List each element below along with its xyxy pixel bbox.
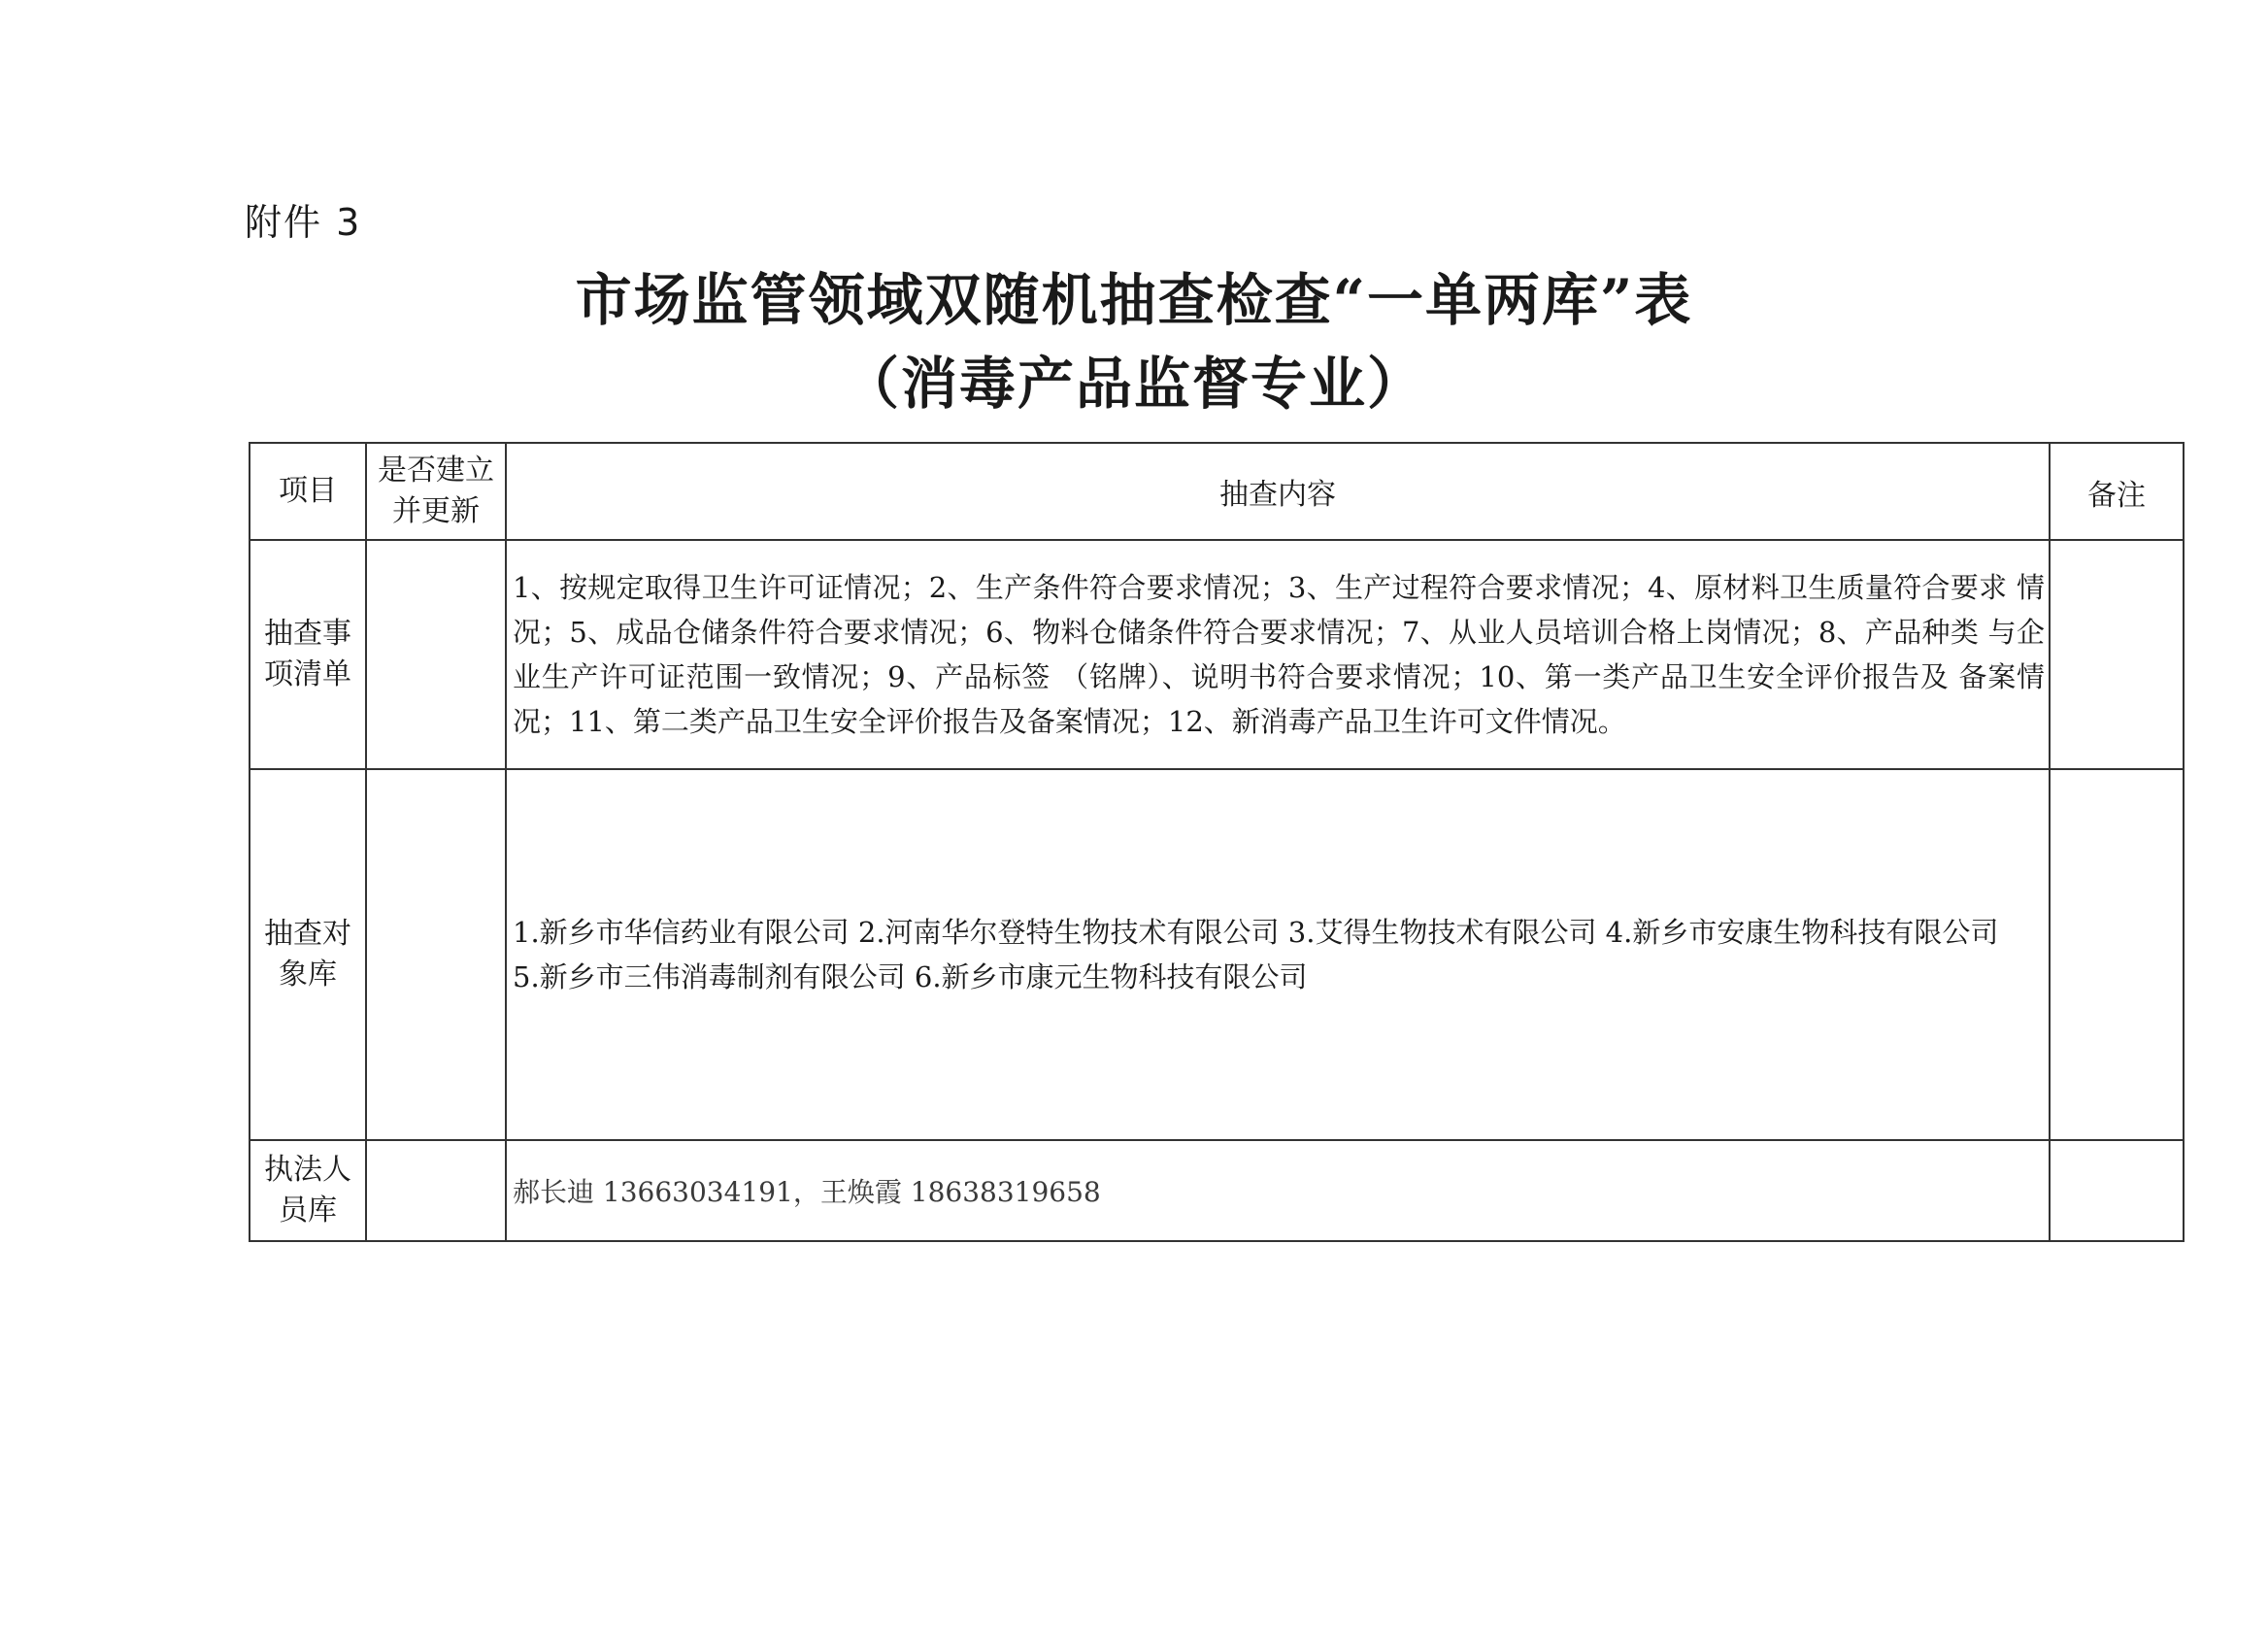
inspection-table [249, 442, 2185, 1242]
checklist-content-text: 1、按规定取得卫生许可证情况；2、生产条件符合要求情况；3、生产过程符合要求情况；4、原材料卫生质量符合要求 情况；5、成品仓储条件符合要求情况；6、物料仓储条件符合要求情况；7、从业人员培训合格上岗情况；8、产品种类 与企业生产许可证范围一致情况；9、产品标签 （铭牌）、说明书符合要求情况；10、第一类产品卫生安全评价报告及 备案情况；11、第二类产品卫生安全评价报告及备案情况；12、新消毒产品卫生许可文件情况。 [513, 571, 2045, 738]
objects-line2: 5.新乡市三伟消毒制剂有限公司 6.新乡市康元生物科技有限公司 [513, 960, 1308, 993]
header-updated [366, 443, 506, 540]
header-updated-line2: 并更新 [392, 494, 480, 528]
enforcers-label-line1: 执法人 [264, 1153, 351, 1187]
header-note-text: 备注 [2087, 479, 2146, 513]
header-item-text: 项目 [279, 474, 337, 508]
objects-updated-cell [366, 769, 506, 1140]
checklist-row [250, 540, 2184, 769]
checklist-content [506, 540, 2050, 769]
enforcers-content-text: 郝长迪 13663034191，王焕霞 18638319658 [513, 1176, 1101, 1208]
attachment-label: 附件 3 [245, 201, 362, 244]
document-title: 市场监管领域双随机抽查检查“一单两库”表 [575, 267, 1693, 333]
objects-note-cell [2050, 769, 2184, 1140]
enforcers-label-line2: 员库 [279, 1194, 337, 1228]
enforcers-updated-cell [366, 1140, 506, 1241]
header-updated-line1: 是否建立 [378, 454, 494, 488]
header-content-text: 抽查内容 [1219, 478, 1336, 512]
objects-row [250, 769, 2184, 1140]
objects-label-line2: 象库 [279, 958, 337, 992]
enforcers-content [506, 1140, 2050, 1241]
enforcers-row [250, 1140, 2184, 1241]
header-content [506, 443, 2050, 540]
header-row [250, 443, 2184, 540]
header-item [250, 443, 366, 540]
checklist-label-line1: 抽查事 [264, 617, 351, 651]
checklist-updated-cell [366, 540, 506, 769]
objects-label-line1: 抽查对 [264, 917, 351, 951]
enforcers-label [250, 1140, 366, 1241]
checklist-label [250, 540, 366, 769]
checklist-note-cell [2050, 540, 2184, 769]
enforcers-note-cell [2050, 1140, 2184, 1241]
objects-label [250, 769, 366, 1140]
header-note [2050, 443, 2184, 540]
checklist-label-line2: 项清单 [264, 657, 351, 691]
document-subtitle: （消毒产品监督专业） [842, 351, 1425, 417]
objects-content [506, 769, 2050, 1140]
objects-line1: 1.新乡市华信药业有限公司 2.河南华尔登特生物技术有限公司 3.艾得生物技术有限公司 4.新乡市安康生物科技有限公司 [513, 916, 1999, 949]
